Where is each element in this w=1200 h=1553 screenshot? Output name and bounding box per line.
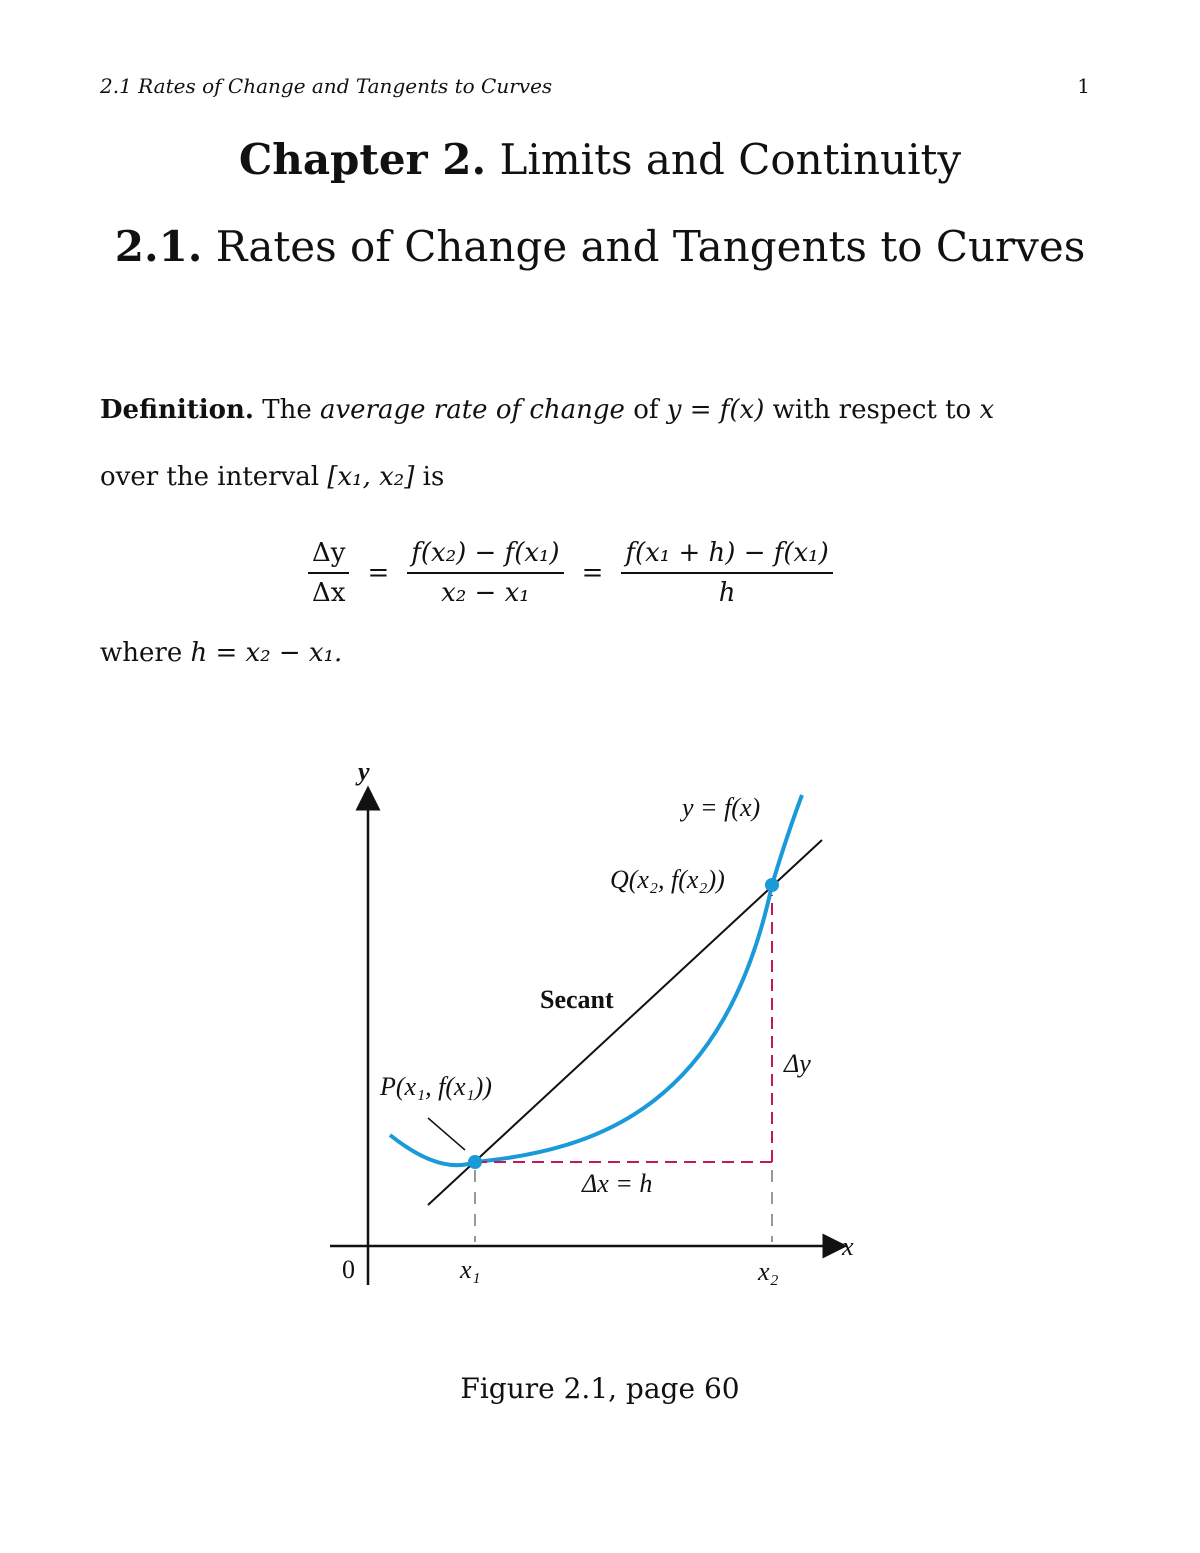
secant-figure <box>320 750 880 1310</box>
definition-term: average rate of change <box>319 395 625 425</box>
fraction-difference <box>407 538 563 608</box>
curve-label: y = f(x) <box>682 793 761 822</box>
fraction-delta-numerator: Δy <box>308 538 349 574</box>
definition-variable: x <box>979 395 995 425</box>
y-axis-label: y <box>358 757 370 786</box>
equals-sign-1: = <box>367 558 390 588</box>
definition-interval: [x₁, x₂] <box>327 462 415 492</box>
fraction-difference-denominator: x₂ − x₁ <box>441 578 530 608</box>
point-p-label: P(x₁, f(x₁)) <box>380 1072 492 1101</box>
secant-line <box>428 840 822 1205</box>
x-axis-label: x <box>842 1232 854 1261</box>
delta-y-label: Δy <box>784 1049 811 1078</box>
fraction-h-denominator: h <box>718 578 736 608</box>
rate-of-change-equation <box>300 528 841 618</box>
equals-sign-2: = <box>581 558 604 588</box>
section-number: 2.1. <box>114 222 203 271</box>
fraction-difference-numerator: f(x₂) − f(x₁) <box>407 538 563 574</box>
page-number: 1 <box>1077 74 1090 98</box>
fraction-h <box>621 538 832 608</box>
section-title <box>0 222 1200 271</box>
secant-diagram <box>320 750 880 1310</box>
definition-line2-end: is <box>422 462 445 492</box>
where-text: where <box>100 638 183 668</box>
running-head-title: 2.1 Rates of Change and Tangents to Curves <box>100 74 553 98</box>
definition-text-1: The <box>262 395 312 425</box>
where-line <box>100 638 342 668</box>
chapter-title <box>0 135 1200 184</box>
section-name: Rates of Change and Tangents to Curves <box>215 222 1086 271</box>
figure-caption: Figure 2.1, page 60 <box>460 1372 740 1405</box>
definition-line-2 <box>100 462 444 492</box>
definition-function: y = f(x) <box>666 395 765 425</box>
delta-x-label: Δx = h <box>582 1169 653 1198</box>
chapter-name: Limits and Continuity <box>499 135 962 184</box>
point-p-pointer <box>428 1118 465 1150</box>
where-expression: h = x₂ − x₁. <box>190 638 343 668</box>
x1-label: x₁ <box>460 1255 481 1284</box>
definition-line2-text: over the interval <box>100 462 320 492</box>
chapter-number: Chapter 2. <box>238 135 487 184</box>
fraction-h-numerator: f(x₁ + h) − f(x₁) <box>621 538 832 574</box>
definition-text-2: of <box>633 395 659 425</box>
fraction-delta <box>308 538 349 608</box>
function-curve <box>390 795 802 1165</box>
secant-label: Secant <box>540 985 614 1014</box>
point-p <box>468 1155 482 1169</box>
fraction-delta-denominator: Δx <box>312 578 346 608</box>
point-q-label: Q(x₂, f(x₂)) <box>610 865 725 894</box>
x2-label: x₂ <box>758 1257 779 1286</box>
definition-text-3: with respect to <box>772 395 972 425</box>
origin-label: 0 <box>342 1255 355 1284</box>
point-q <box>765 878 779 892</box>
definition-line-1 <box>100 395 1090 425</box>
running-head <box>100 74 1090 98</box>
definition-label: Definition. <box>100 395 254 425</box>
